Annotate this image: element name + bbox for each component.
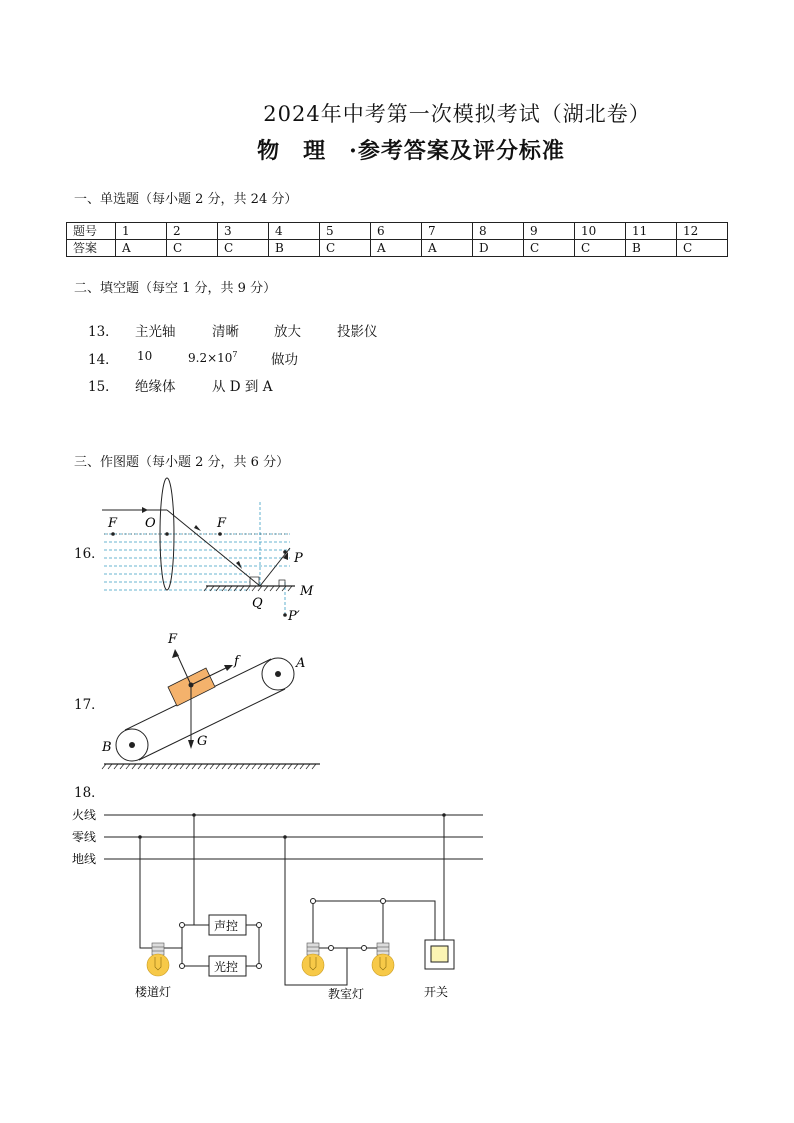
lens-reflection-diagram — [0, 470, 794, 630]
answer-cell: B — [626, 240, 677, 257]
answer-table — [66, 222, 728, 257]
section2-heading: 二、填空题（每空 1 分，共 9 分） — [74, 281, 277, 296]
label-O: O — [145, 516, 156, 531]
q14-number: 14． — [88, 352, 119, 368]
label-switch: 开关 — [424, 985, 449, 999]
answer-cell: C — [218, 240, 269, 257]
table-row — [67, 223, 728, 240]
page-subtitle: 物 理 ·参考答案及评分标准 — [257, 138, 565, 164]
question-number-cell: 12 — [677, 223, 728, 240]
wire-earth: 地线 — [72, 852, 97, 866]
label-F-right: F — [217, 516, 227, 531]
wire-live: 火线 — [72, 808, 97, 822]
label-F: F — [168, 632, 178, 647]
label-f: f — [234, 654, 239, 669]
answer-cell: C — [524, 240, 575, 257]
question-number-cell: 5 — [320, 223, 371, 240]
question-number-cell: 9 — [524, 223, 575, 240]
section1-heading: 一、单选题（每小题 2 分，共 24 分） — [74, 192, 298, 207]
question-number-cell: 1 — [116, 223, 167, 240]
q17-number: 17． — [74, 697, 105, 713]
question-number-cell: 10 — [575, 223, 626, 240]
answer-cell: C — [320, 240, 371, 257]
label-P: P — [294, 551, 303, 566]
q14-answer — [188, 350, 238, 365]
question-number-cell: 7 — [422, 223, 473, 240]
row-label: 题号 — [67, 223, 116, 240]
answer-cell: D — [473, 240, 524, 257]
label-light-switch: 光控 — [214, 960, 239, 974]
question-number-cell: 3 — [218, 223, 269, 240]
label-M: M — [300, 584, 314, 599]
answer-cell: C — [167, 240, 218, 257]
answer-cell: C — [677, 240, 728, 257]
q13-answer: 主光轴 — [135, 324, 176, 340]
q14-value: 9.2×10 — [188, 351, 233, 365]
answer-cell: A — [422, 240, 473, 257]
label-Q: Q — [252, 596, 263, 611]
q14-exponent: 7 — [232, 350, 238, 359]
q13-answer: 清晰 — [212, 324, 239, 340]
question-number-cell: 6 — [371, 223, 422, 240]
label-sound-switch: 声控 — [214, 919, 239, 933]
label-B: B — [102, 740, 112, 755]
q13-answer: 投影仪 — [337, 324, 378, 340]
circuit-diagram — [0, 800, 794, 1010]
label-stair-lamp: 楼道灯 — [135, 985, 172, 999]
label-P-prime: P′ — [288, 609, 300, 624]
answer-cell: B — [269, 240, 320, 257]
table-row — [67, 240, 728, 257]
page-title: 2024年中考第一次模拟考试（湖北卷） — [263, 102, 651, 126]
question-number-cell: 4 — [269, 223, 320, 240]
section3-heading: 三、作图题（每小题 2 分，共 6 分） — [74, 455, 290, 470]
label-G: G — [197, 734, 208, 749]
wire-neutral: 零线 — [72, 830, 97, 844]
label-A: A — [296, 656, 306, 671]
question-number-cell: 11 — [626, 223, 677, 240]
q14-answer: 10 — [137, 349, 153, 363]
label-F-left: F — [108, 516, 118, 531]
q16-number: 16． — [74, 546, 105, 562]
label-class-lamp: 教室灯 — [328, 987, 365, 1001]
q14-answer: 做功 — [271, 352, 298, 368]
q15-answer: 从 D 到 A — [212, 379, 273, 395]
q13-answer: 放大 — [274, 324, 301, 340]
answer-cell: A — [371, 240, 422, 257]
answer-cell: A — [116, 240, 167, 257]
question-number-cell: 8 — [473, 223, 524, 240]
q15-answer: 绝缘体 — [135, 379, 176, 395]
conveyor-force-diagram — [0, 625, 794, 775]
answer-cell: C — [575, 240, 626, 257]
q18-number: 18． — [74, 785, 105, 801]
row-label: 答案 — [67, 240, 116, 257]
q15-number: 15． — [88, 379, 119, 395]
question-number-cell: 2 — [167, 223, 218, 240]
q13-number: 13． — [88, 324, 119, 340]
